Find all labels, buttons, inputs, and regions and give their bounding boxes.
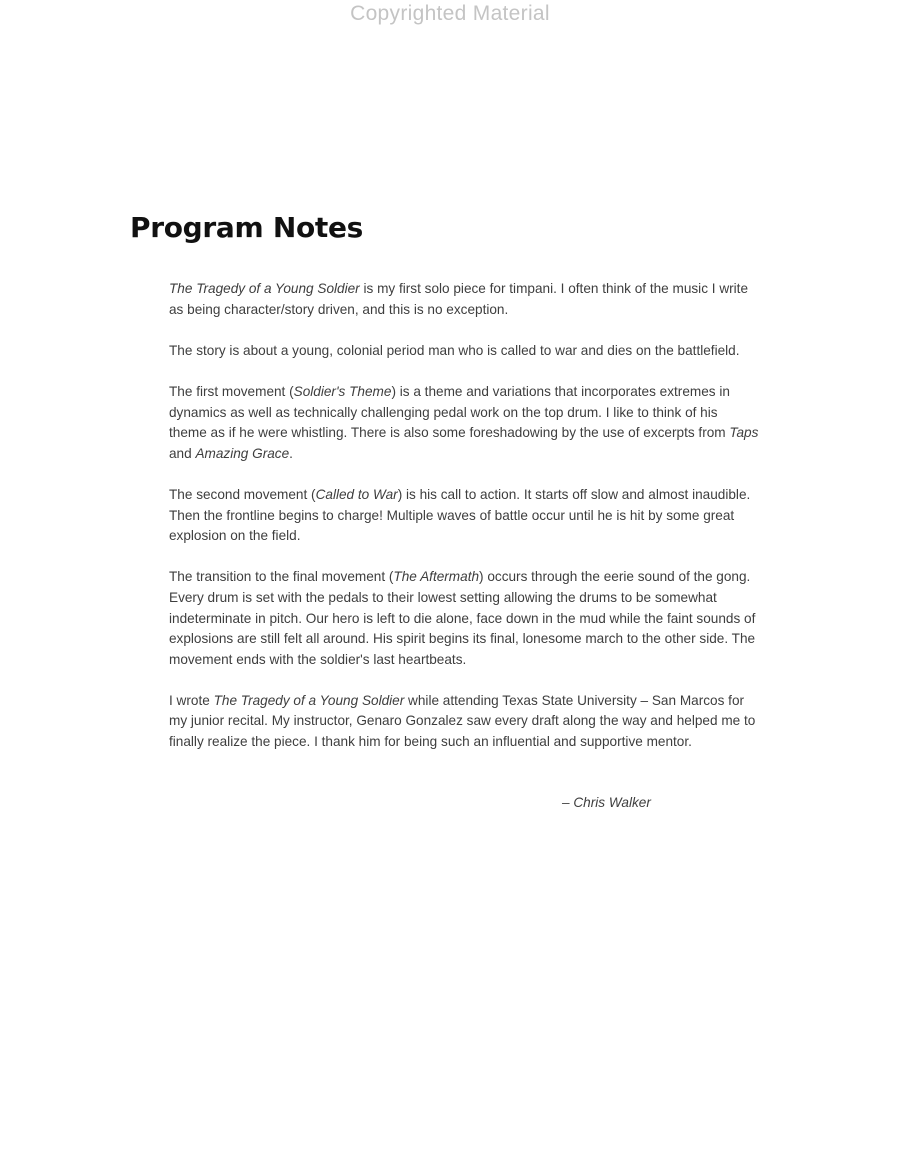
italic-title-text: Amazing Grace [195, 445, 290, 461]
italic-title-text: Soldier's Theme [293, 383, 392, 399]
paragraph-text: . [289, 445, 293, 461]
paragraph-text: ) is his call to action. It starts off slow and almost inaudible. Then the frontline begins to charge! Multiple waves of battle occur until he is hit by some great explosion on the field. [169, 486, 751, 544]
paragraph-text: and [169, 445, 196, 461]
program-notes-body [169, 279, 759, 773]
italic-title-text: The Tragedy of a Young Soldier [213, 692, 405, 708]
italic-title-text: Called to War [315, 486, 398, 502]
paragraph-text: The second movement ( [169, 486, 316, 502]
italic-title-text: The Aftermath [393, 569, 480, 585]
paragraph-text: The first movement ( [169, 383, 294, 399]
author-signature-text: – Chris Walker [562, 795, 651, 810]
page-title: Program Notes [130, 211, 364, 244]
paragraph-text: I wrote [169, 692, 214, 708]
paragraph-5 [169, 567, 759, 670]
italic-title-text: Taps [729, 425, 759, 441]
paragraph-text: ) is a theme and variations that incorporates extremes in dynamics as well as technically challenging pedal work on the top drum. I like to think of his theme as if he were whistling. There is also some foreshadowing by the use of excerpts from [169, 383, 730, 441]
paragraph-3 [169, 382, 759, 464]
italic-title-text: The Tragedy of a Young Soldier [169, 281, 360, 296]
paragraph-text: ) occurs through the eerie sound of the gong. Every drum is set with the pedals to their lowest setting allowing the drums to be somewhat indeterminate in pitch. Our hero is left to die alone, face down in the mud while the faint sounds of explosions are still felt all around. His spirit begins its final, lonesome march to the other side. The movement ends with the soldier's last heartbeats. [169, 569, 756, 667]
paragraph-1 [169, 279, 759, 320]
paragraph-6 [169, 691, 759, 753]
author-signature [562, 793, 651, 814]
paragraph-text: while attending Texas State University – San Marcos for my junior recital. My instructor, Genaro Gonzalez saw every draft along the way and helped me to finally realize the piece. I thank him for being such an influential and supportive mentor. [169, 692, 756, 750]
paragraph-text: The story is about a young, colonial period man who is called to war and dies on the battlefield. [169, 342, 740, 358]
paragraph-4 [169, 485, 759, 547]
copyright-watermark: Copyrighted Material [350, 2, 550, 25]
paragraph-2 [169, 341, 759, 362]
paragraph-text: The transition to the final movement ( [169, 569, 394, 585]
paragraph-text: is my first solo piece for timpani. I often think of the music I write as being character/story driven, and this is no exception. [169, 281, 749, 317]
